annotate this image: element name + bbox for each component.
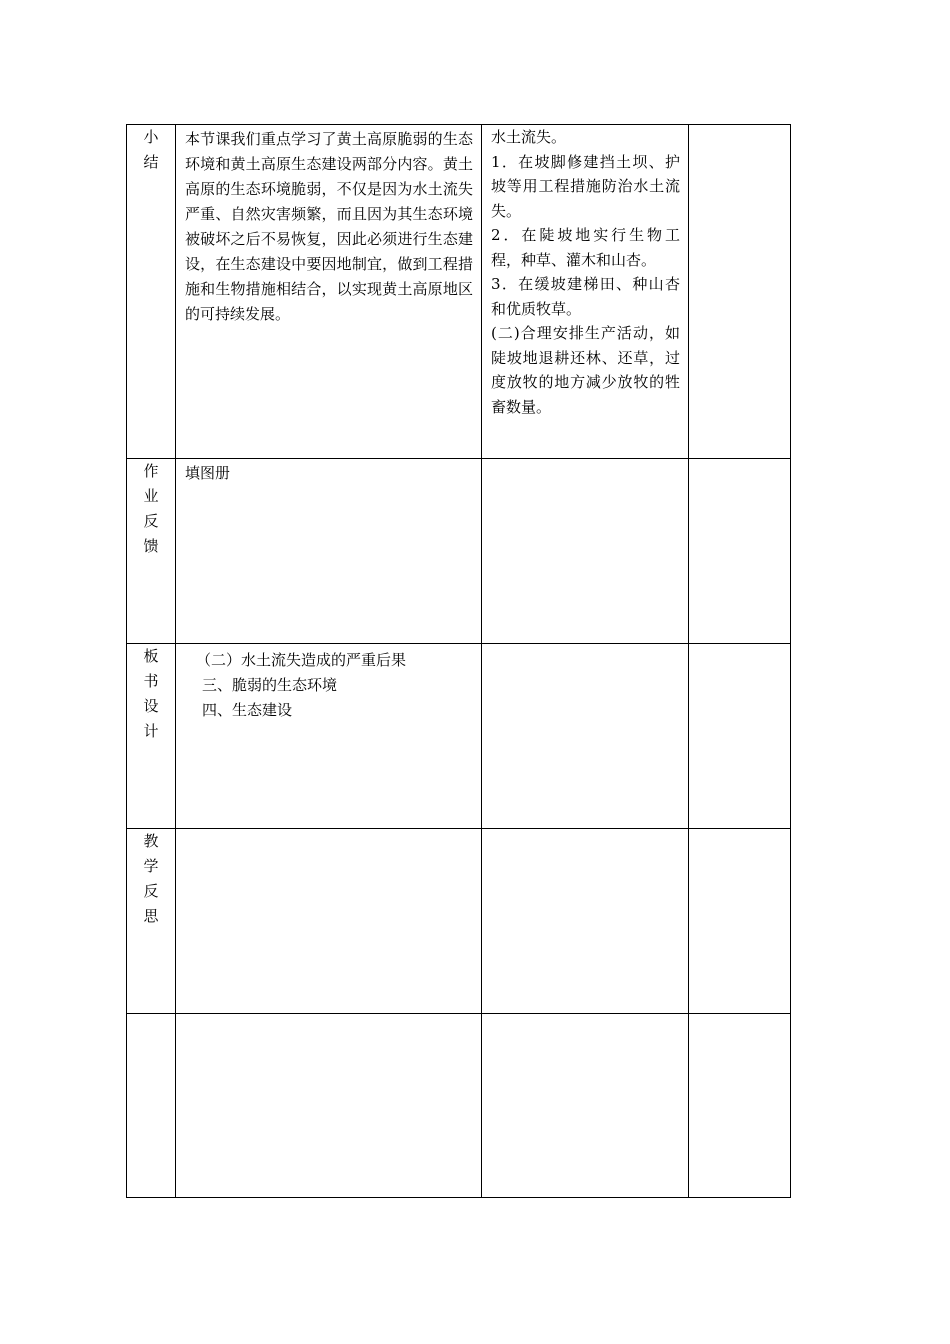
empty-cell (176, 829, 482, 1014)
label-char: 书 (143, 672, 159, 690)
table-row-summary (127, 125, 791, 459)
table-row-homework (127, 459, 791, 644)
lesson-plan-table (126, 124, 791, 1198)
note-item: (二)合理安排生产活动，如陡坡地退耕还林、还草，过度放牧的地方减少放牧的牲畜数量。 (491, 324, 680, 416)
label-char: 思 (143, 907, 159, 925)
row-label-reflection (127, 829, 176, 1014)
label-char: 学 (143, 857, 159, 875)
empty-cell (176, 1014, 482, 1198)
empty-cell (482, 829, 689, 1014)
outline-item: 四、生态建设 (202, 701, 293, 719)
empty-cell (689, 829, 791, 1014)
empty-cell (482, 459, 689, 644)
row-label-summary (127, 125, 176, 459)
empty-cell (689, 644, 791, 829)
table-row-reflection (127, 829, 791, 1014)
summary-content-cell (176, 125, 482, 459)
label-char: 作 (143, 462, 159, 480)
label-char: 设 (143, 697, 159, 715)
table-row-blank (127, 1014, 791, 1198)
note-item: 2．在陡坡地实行生物工程，种草、灌木和山杏。 (491, 226, 680, 269)
label-char: 板 (143, 647, 159, 665)
empty-cell (689, 1014, 791, 1198)
homework-content-cell (176, 459, 482, 644)
label-char: 反 (143, 882, 159, 900)
label-char: 教 (143, 832, 159, 850)
row-label-blackboard (127, 644, 176, 829)
note-item: 1．在坡脚修建挡土坝、护坡等用工程措施防治水土流失。 (491, 152, 680, 220)
row-label-homework (127, 459, 176, 644)
label-char: 反 (143, 512, 159, 530)
empty-cell (127, 1014, 176, 1198)
label-char: 小 (143, 128, 159, 146)
empty-cell (689, 459, 791, 644)
label-char: 结 (143, 153, 159, 171)
note-item: 水土流失。 (491, 128, 567, 146)
outline-item: （二）水土流失造成的严重后果 (196, 651, 407, 669)
label-char: 业 (143, 487, 159, 505)
summary-notes-cell (482, 125, 689, 459)
outline-item: 三、脆弱的生态环境 (202, 676, 338, 694)
table-row-blackboard (127, 644, 791, 829)
label-char: 计 (143, 722, 159, 740)
summary-text: 本节课我们重点学习了黄土高原脆弱的生态环境和黄土高原生态建设两部分内容。黄土高原的生态环境脆弱，不仅是因为水土流失严重、自然灾害频繁，而且因为其生态环境被破坏之后不易恢复，因此必须进行生态建设，在生态建设中要因地制宜，做到工程措施和生物措施相结合，以实现黄土高原地区的可持续发展。 (185, 130, 473, 323)
blackboard-content-cell (176, 644, 482, 829)
homework-text: 填图册 (185, 464, 231, 482)
empty-cell (689, 125, 791, 459)
empty-cell (482, 1014, 689, 1198)
empty-cell (482, 644, 689, 829)
note-item: 3．在缓坡建梯田、种山杏和优质牧草。 (491, 275, 680, 318)
label-char: 馈 (143, 537, 159, 555)
